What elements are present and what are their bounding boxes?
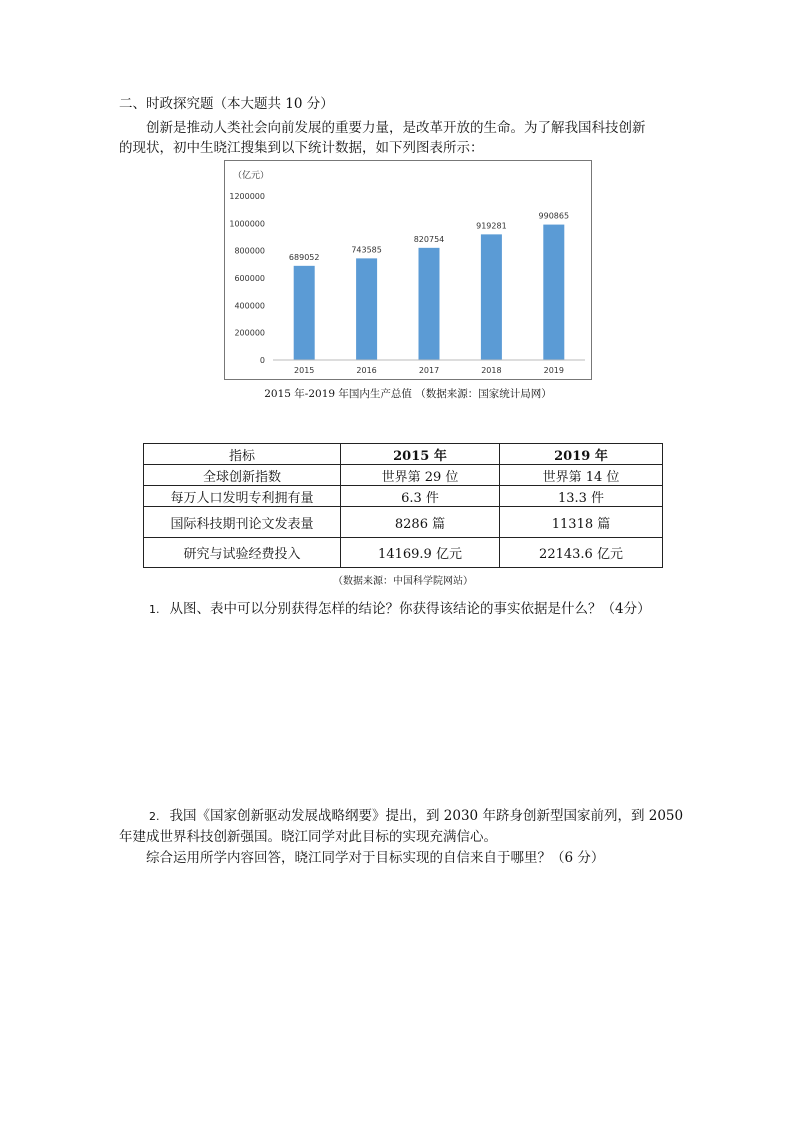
table-row xyxy=(144,538,663,568)
table-cell: 世界第 29 位 xyxy=(341,465,500,486)
bar-2019 xyxy=(543,225,564,360)
intro-paragraph-line-2: 的现状，初中生晓江搜集到以下统计数据，如下列图表所示： xyxy=(119,140,484,156)
table-cell: 每万人口发明专利拥有量 xyxy=(144,486,341,507)
table-header-row xyxy=(144,444,663,465)
table-cell: 22143.6 亿元 xyxy=(500,538,663,568)
data-label-2016: 743585 xyxy=(351,245,382,255)
statistics-table xyxy=(143,443,663,568)
table-cell: 国际科技期刊论文发表量 xyxy=(144,507,341,538)
section-heading: 二、时政探究题（本大题共 10 分） xyxy=(119,96,334,112)
table-cell: 14169.9 亿元 xyxy=(341,538,500,568)
y-tick-label: 600000 xyxy=(234,274,265,283)
y-axis-unit-label: （亿元） xyxy=(233,171,270,181)
y-tick-label: 0 xyxy=(259,356,265,365)
x-tick-label-2015: 2015 xyxy=(294,366,315,375)
y-tick-label: 800000 xyxy=(234,246,265,256)
question-2-text: 我国《国家创新驱动发展战略纲要》提出，到 2030 年跻身创新型国家前列，到 2050 xyxy=(169,808,684,824)
table-source-note: （数据来源：中国科学院网站） xyxy=(333,576,473,587)
question-2-line-2: 年建成世界科技创新强国。晓江同学对此目标的实现充满信心。 xyxy=(119,829,497,845)
question-2-line-1 xyxy=(149,806,683,827)
bar-2015 xyxy=(294,266,315,360)
data-label-2017: 820754 xyxy=(413,234,445,244)
y-tick-label: 200000 xyxy=(234,328,265,338)
question-1-number: 1. xyxy=(149,603,160,616)
header-2019: 2019 年 xyxy=(500,444,663,465)
question-2-prompt: 综合运用所学内容回答，晓江同学对于目标实现的自信来自于哪里？（6 分） xyxy=(146,850,605,866)
data-label-2019: 990865 xyxy=(538,211,570,221)
x-tick-label-2019: 2019 xyxy=(543,366,564,375)
table-cell: 全球创新指数 xyxy=(144,465,341,486)
intro-paragraph-line-1: 创新是推动人类社会向前发展的重要力量，是改革开放的生命。为了解我国科技创新 xyxy=(146,120,646,136)
gdp-bar-chart xyxy=(224,160,592,380)
bar-2017 xyxy=(419,248,440,360)
y-tick-label: 1200000 xyxy=(229,192,265,201)
question-2-number: 2. xyxy=(149,810,160,823)
data-label-2015: 689052 xyxy=(288,252,320,262)
table-row xyxy=(144,465,663,486)
bar-2018 xyxy=(481,234,502,360)
chart-caption: 2015 年-2019 年国内生产总值 （数据来源：国家统计局网） xyxy=(264,388,552,400)
table-cell: 研究与试验经费投入 xyxy=(144,538,341,568)
header-indicator: 指标 xyxy=(144,444,341,465)
chart-canvas xyxy=(225,161,593,381)
header-2015: 2015 年 xyxy=(341,444,500,465)
table-row xyxy=(144,507,663,538)
table-cell: 13.3 件 xyxy=(500,486,663,507)
y-tick-label: 400000 xyxy=(234,301,265,311)
x-tick-label-2018: 2018 xyxy=(481,366,502,375)
table-cell: 11318 篇 xyxy=(500,507,663,538)
y-tick-label: 1000000 xyxy=(229,219,265,229)
table-row xyxy=(144,486,663,507)
question-1-text: 从图、表中可以分别获得怎样的结论？你获得该结论的事实依据是什么？（4分） xyxy=(169,601,651,617)
x-tick-label-2017: 2017 xyxy=(418,366,440,375)
table-cell: 世界第 14 位 xyxy=(500,465,663,486)
x-tick-label-2016: 2016 xyxy=(356,366,377,375)
table-cell: 6.3 件 xyxy=(341,486,500,507)
table-cell: 8286 篇 xyxy=(341,507,500,538)
data-label-2018: 919281 xyxy=(476,221,507,231)
question-1 xyxy=(149,599,651,620)
bar-2016 xyxy=(356,258,377,360)
